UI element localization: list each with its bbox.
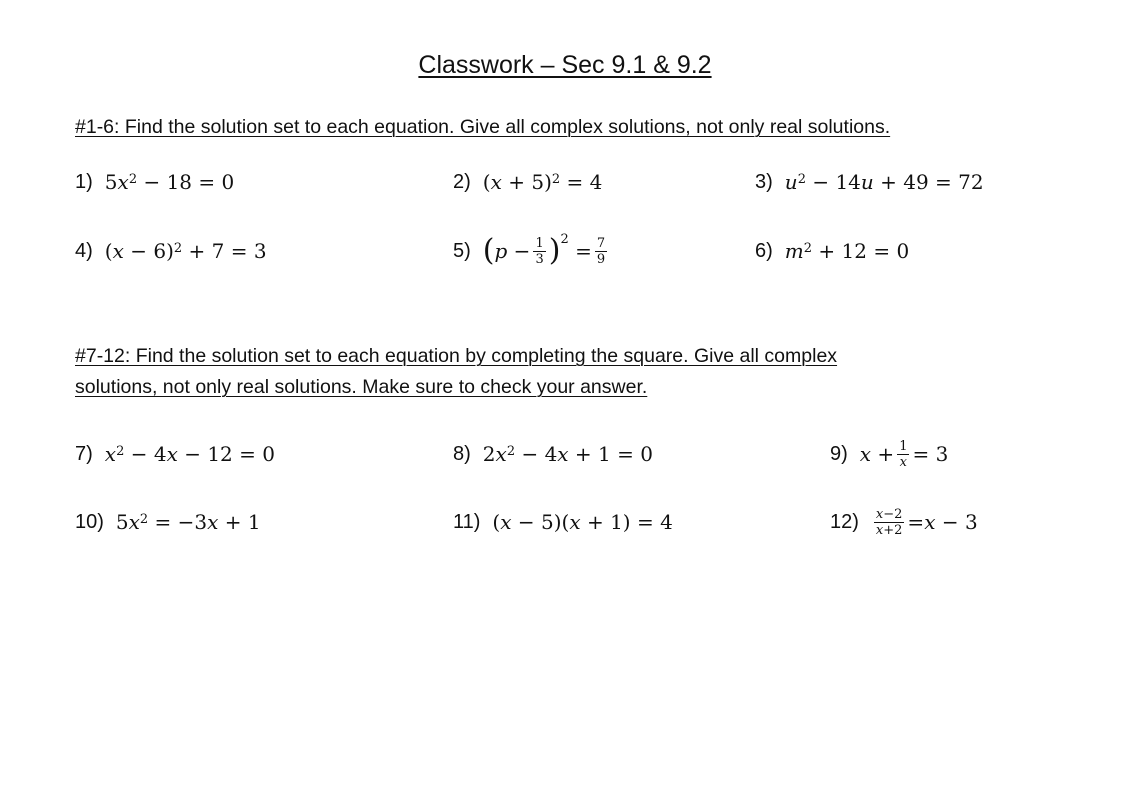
equation: x + $\frac{1}{x}$ = 3 — [859, 438, 949, 470]
problem-number: 3) — [755, 170, 773, 193]
page-title: Classwork – Sec 9.1 & 9.2 — [418, 51, 712, 79]
problem-number: 11) — [453, 510, 481, 533]
problem-9 — [830, 434, 948, 474]
equation: 2 x $^2$ − 4 x + 1 = 0 — [482, 442, 653, 466]
problem-3 — [755, 162, 984, 202]
problem-5 — [453, 231, 610, 271]
problem-number: 9) — [830, 442, 848, 465]
equation: x $^2$ − 4 x − 12 = 0 — [104, 442, 275, 466]
equation: $\frac{x-2}{x+2}$ = x − 3 — [875, 506, 978, 538]
problem-number: 7) — [75, 442, 93, 465]
problem-4 — [75, 231, 267, 271]
problem-number: 4) — [75, 239, 93, 262]
problem-number: 6) — [755, 239, 773, 262]
equation: u $^2$ − 14 u + 49 = 72 — [784, 170, 984, 194]
problem-12 — [830, 502, 978, 542]
equation: m $^2$ + 12 = 0 — [784, 239, 910, 263]
problem-number: 5) — [453, 239, 471, 262]
problem-number: 10) — [75, 510, 104, 533]
section2-instructions-line2: solutions, not only real solutions. Make sure to check your answer. — [75, 376, 648, 398]
problem-6 — [755, 231, 909, 271]
equation: 5 x $^2$ = −3 x + 1 — [115, 510, 261, 534]
problem-10 — [75, 502, 261, 542]
section1-instructions: #1-6: Find the solution set to each equation. Give all complex solutions, not only real solutions. — [75, 116, 891, 138]
problem-8 — [453, 434, 653, 474]
equation: ( p − $\frac{1}{3}$ ) $^2$ = $\frac{7}{9}$ — [482, 231, 606, 268]
equation: ( x + 5) $^2$ = 4 — [482, 170, 603, 194]
problem-2 — [453, 162, 602, 202]
problem-7 — [75, 434, 275, 474]
problem-number: 1) — [75, 170, 93, 193]
problem-number: 2) — [453, 170, 471, 193]
problem-11 — [453, 502, 673, 542]
problem-number: 12) — [830, 510, 859, 533]
problem-number: 8) — [453, 442, 471, 465]
equation: 5 x $^2$ − 18 = 0 — [104, 170, 235, 194]
equation: ( x − 5)( x + 1) = 4 — [492, 510, 673, 534]
section2-instructions-line1: #7-12: Find the solution set to each equation by completing the square. Give all complex — [75, 345, 838, 367]
problem-1 — [75, 162, 234, 202]
equation: ( x − 6) $^2$ + 7 = 3 — [104, 239, 267, 263]
